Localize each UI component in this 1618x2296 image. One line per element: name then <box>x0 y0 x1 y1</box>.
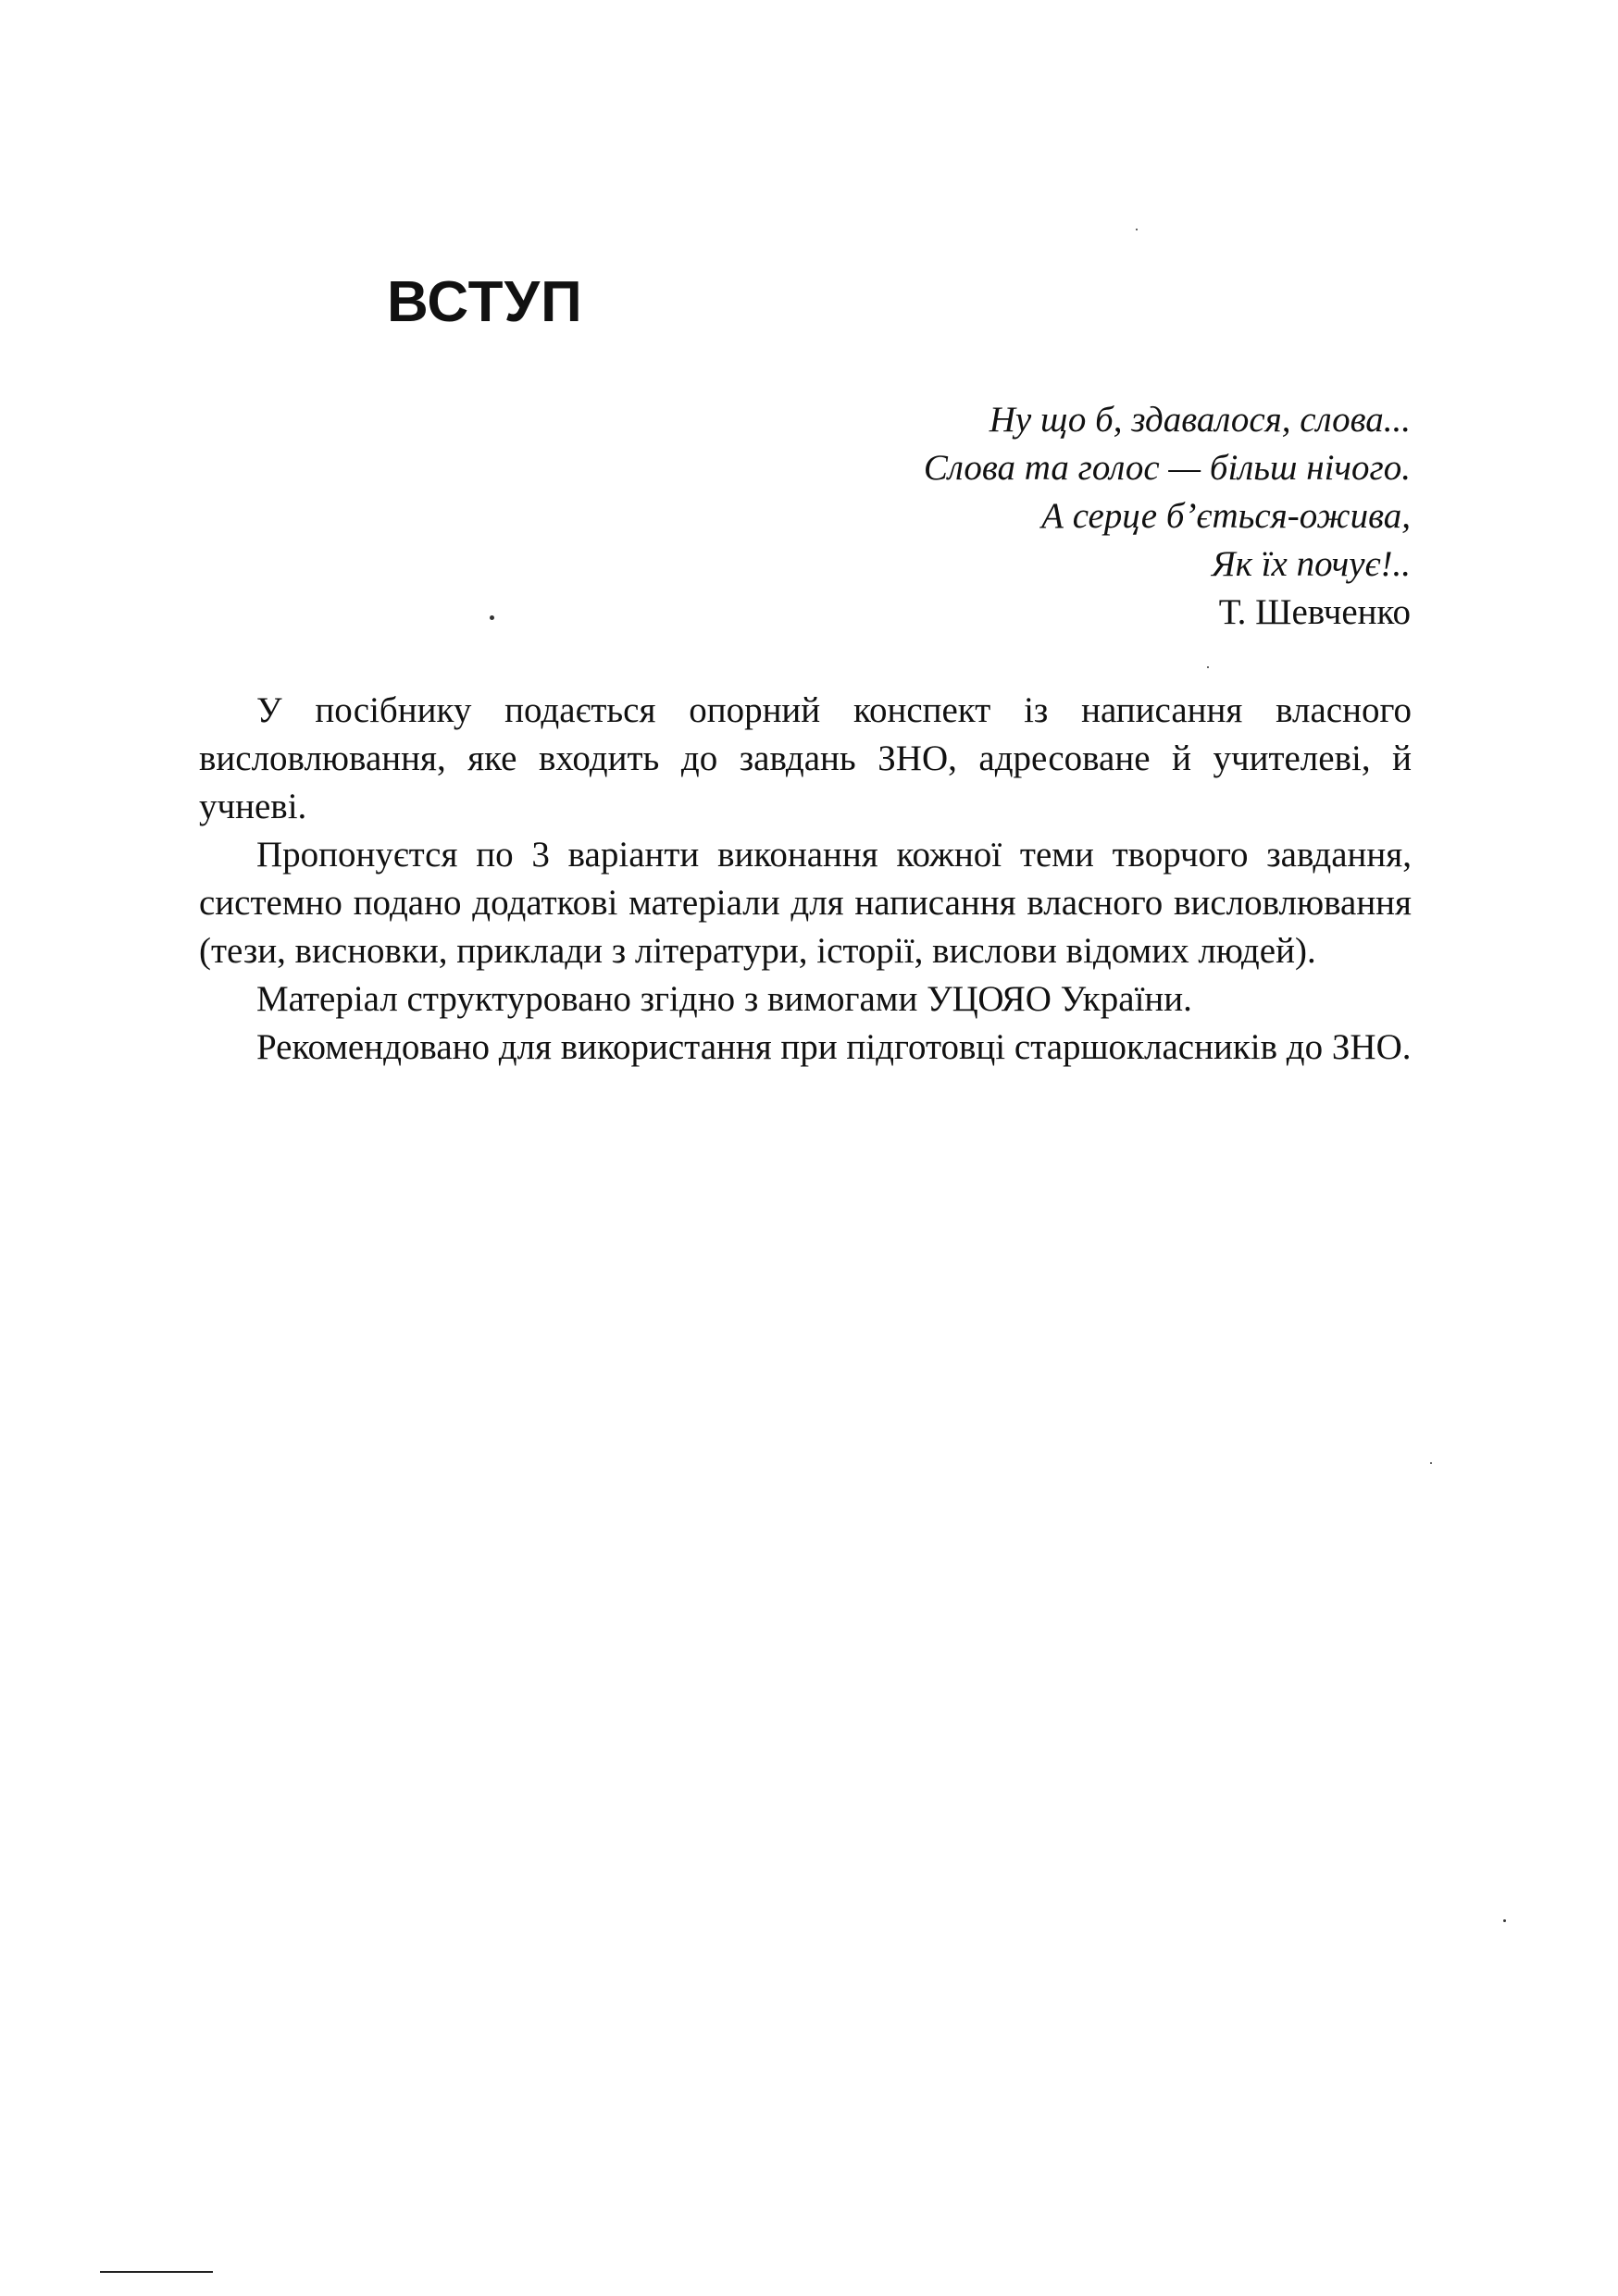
epigraph-line: Як їх почує!.. <box>1212 544 1411 584</box>
scan-speck <box>1136 229 1138 230</box>
paragraph: Матеріал структуровано згідно з вимогами УЦОЯО України. <box>256 979 1192 1019</box>
page-title: ВСТУП <box>387 270 583 334</box>
scan-speck <box>490 615 494 620</box>
footer-rule <box>100 2271 213 2273</box>
epigraph-line: А серце б’ється-ожива, <box>1041 496 1411 536</box>
epigraph <box>578 396 1411 637</box>
epigraph-line: Слова та голос — більш нічого. <box>923 448 1411 488</box>
epigraph-author: Т. Шевченко <box>1218 592 1411 632</box>
epigraph-line: Ну що б, здавалося, слова... <box>989 400 1411 440</box>
paragraph: У посібнику подається опорний конспект із написання власного висловлювання, яке входить до завдань ЗНО, адресоване й учителеві, й учневі. <box>199 690 1412 826</box>
scan-speck <box>1430 1462 1432 1464</box>
scan-speck <box>1207 666 1209 668</box>
paragraph: Рекомендовано для використання при підготовці старшокласників до ЗНО. <box>256 1027 1412 1067</box>
paragraph: Пропонуєтся по 3 варіанти виконання кожної теми творчого завдання, системно подано додаткові матеріали для написання власного висловлювання (тези, висновки, приклади з літератури, історії, вислови відомих людей). <box>199 835 1412 971</box>
scan-speck <box>1503 1919 1506 1922</box>
intro-text <box>199 687 1412 1072</box>
